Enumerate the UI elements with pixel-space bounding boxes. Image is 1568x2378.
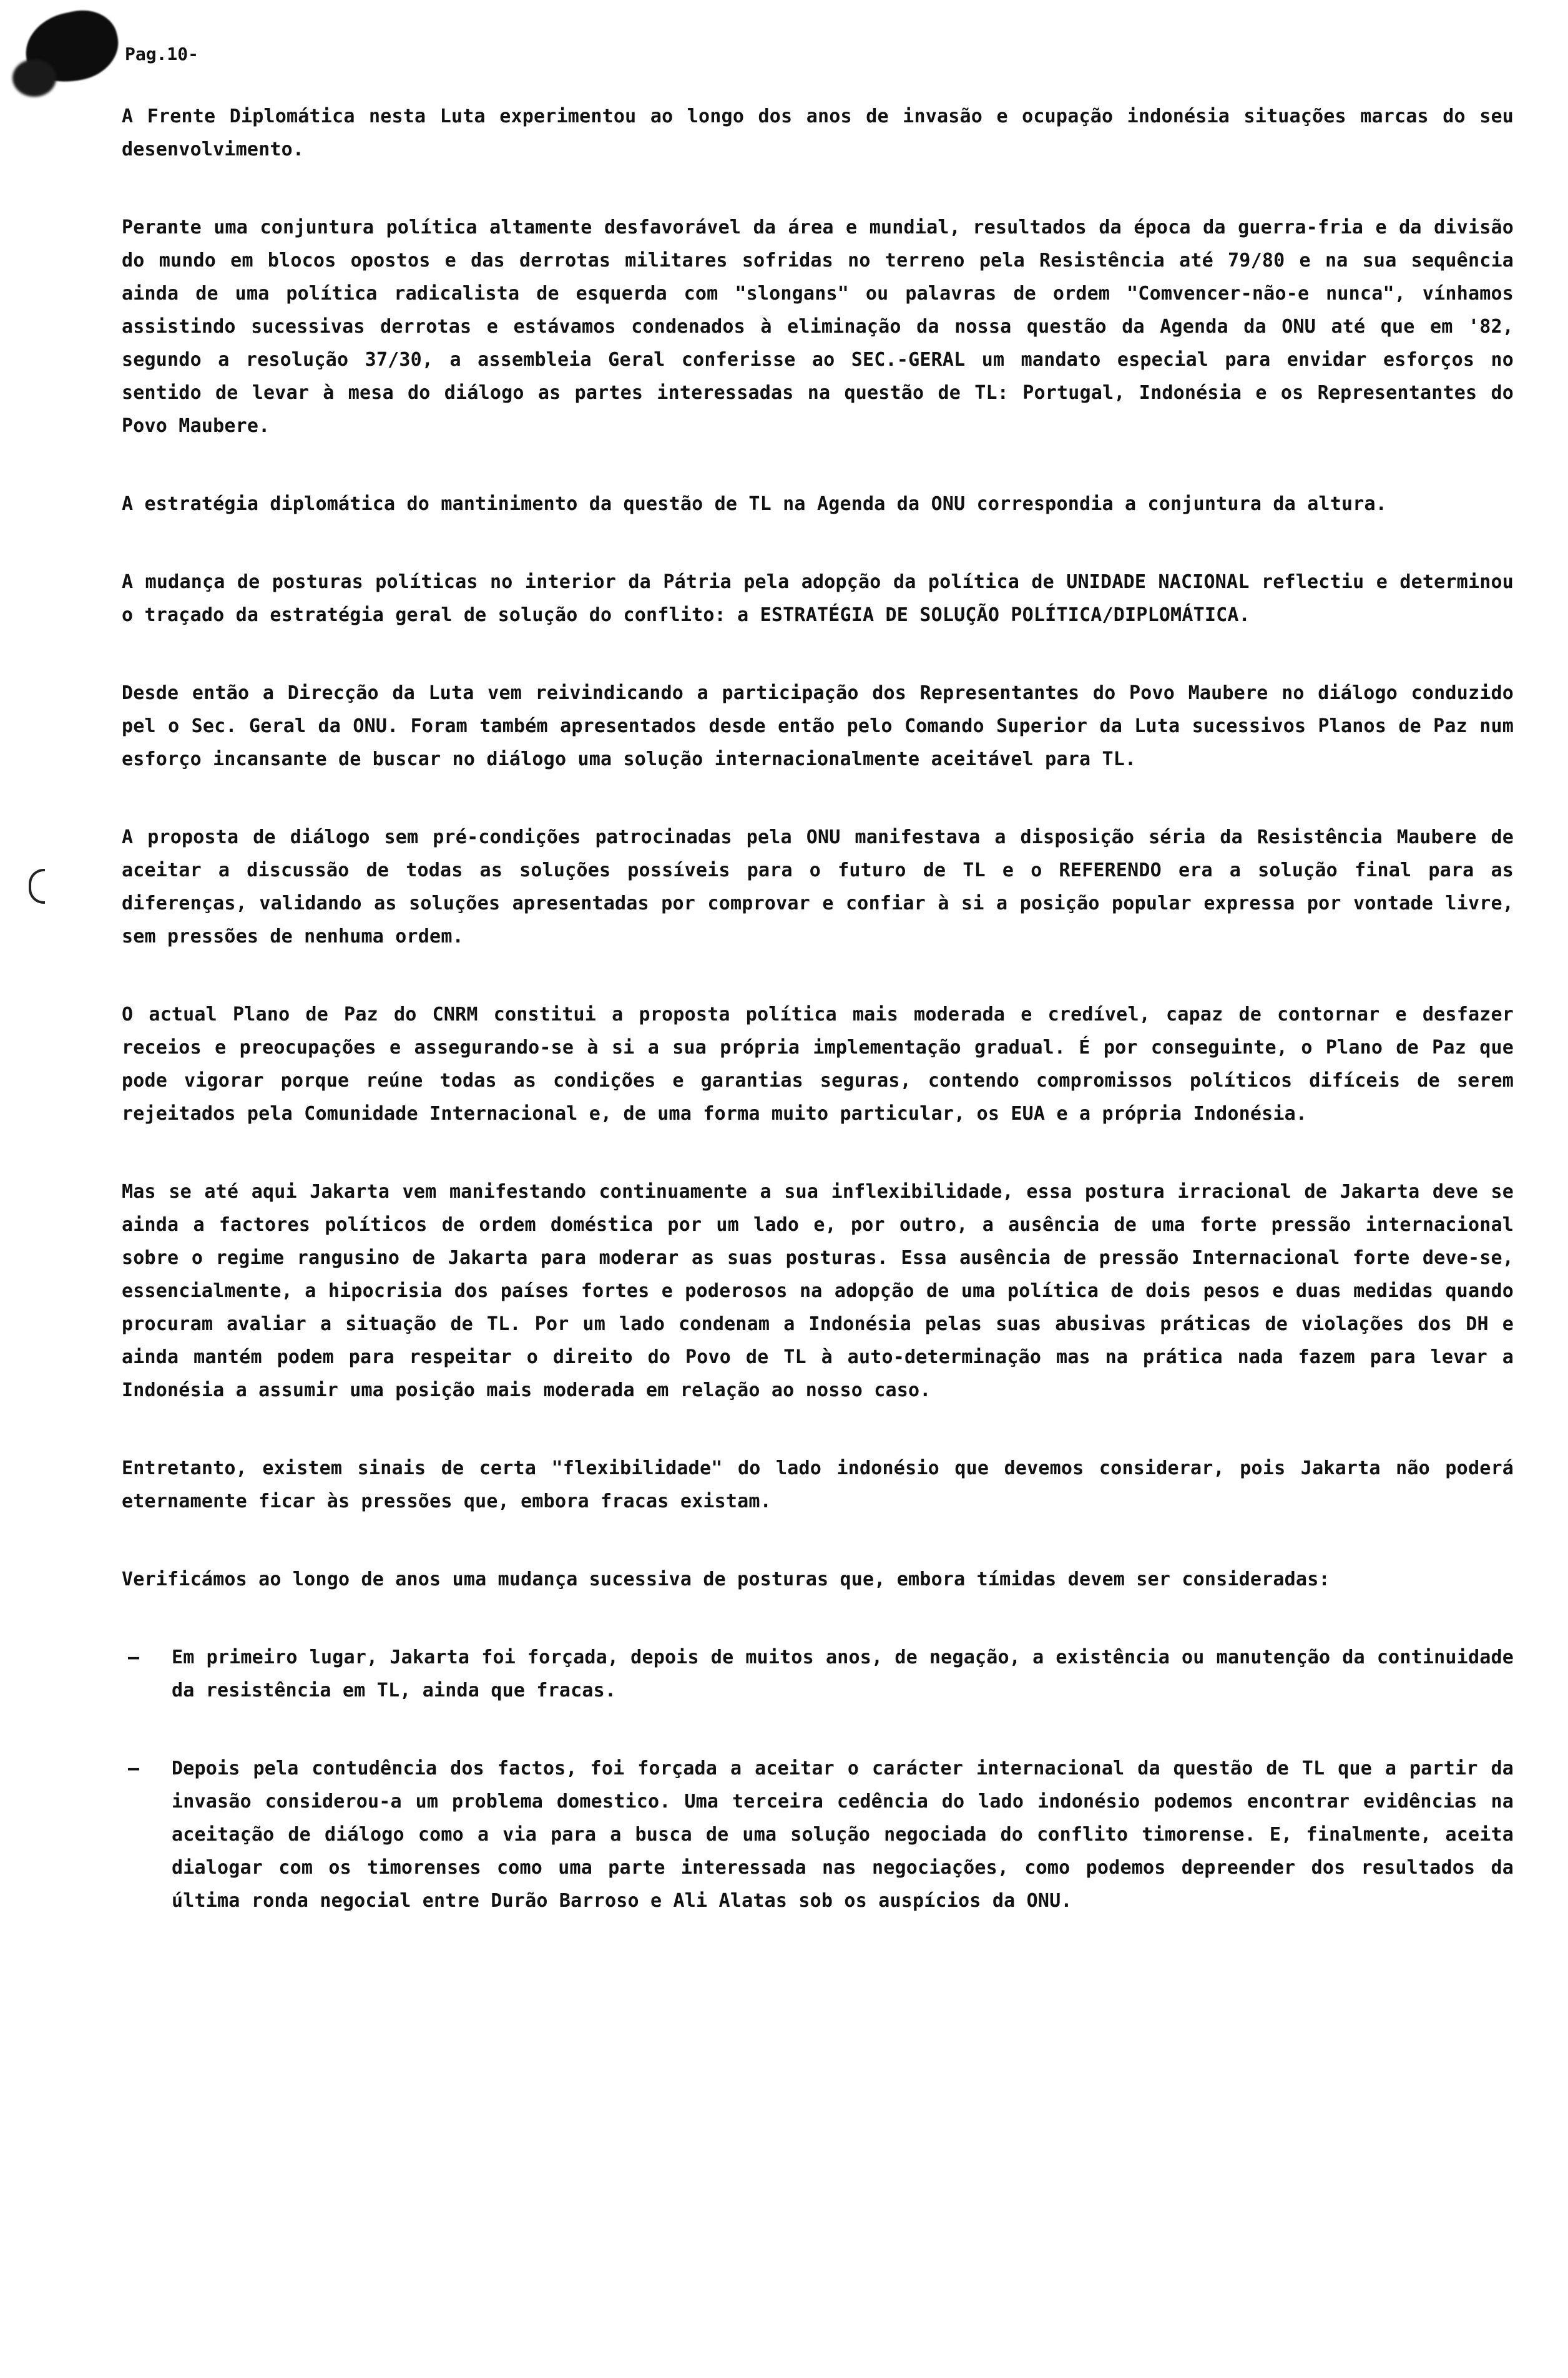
paragraph: A mudança de posturas políticas no interior da Pátria pela adopção da política de UNIDADE NACIONAL reflectiu e determinou o traçado da estratégia geral de solução do conflito: a ESTRATÉGIA DE SOLUÇÃO POLÍTICA/DIPLOMÁTICA. bbox=[122, 571, 1514, 626]
paragraph: Entretanto, existem sinais de certa "flexibilidade" do lado indonésio que devemos considerar, pois Jakarta não poderá eternamente ficar às pressões que, embora fracas existam. bbox=[122, 1457, 1514, 1512]
paragraph: O actual Plano de Paz do CNRM constitui a proposta política mais moderada e credível, capaz de contornar e desfazer receios e preocupações e assegurando-se à si a sua própria implementação gradual. É por conseguinte, o Plano de Paz que pode vigorar porque reúne todas as condições e garantias seguras, contendo compromissos políticos difíceis de serem rejeitados pela Comunidade Internacional e, de uma forma muito particular, os EUA e a própria Indonésia. bbox=[122, 1004, 1514, 1125]
paragraph: Verificámos ao longo de anos uma mudança sucessiva de posturas que, embora tímidas devem ser consideradas: bbox=[122, 1568, 1330, 1590]
paragraph: Mas se até aqui Jakarta vem manifestando continuamente a sua inflexibilidade, essa postura irracional de Jakarta deve se ainda a factores políticos de ordem doméstica por um lado e, por outro, a ausência de uma forte pressão internacional sobre o regime rangusino de Jakarta para moderar as suas posturas. Essa ausência de pressão Internacional forte deve-se, essencialmente, a hipocrisia dos países fortes e poderosos na adopção de uma política de dois pesos e duas medidas quando procuram avaliar a situação de TL. Por um lado condenam a Indonésia pelas suas abusivas práticas de violações dos DH e ainda mantém podem para respeitar o direito do Povo de TL à auto-determinação mas na prática nada fazem para levar a Indonésia a assumir uma posição mais moderada em relação ao nosso caso. bbox=[122, 1181, 1514, 1401]
paragraph: Desde então a Direcção da Luta vem reivindicando a participação dos Representantes do Povo Maubere no diálogo conduzido pel o Sec. Geral da ONU. Foram também apresentados desde então pelo Comando Superior da Luta sucessivos Planos de Paz num esforço incansante de buscar no diálogo uma solução internacionalmente aceitável para TL. bbox=[122, 682, 1514, 770]
ink-blot bbox=[12, 59, 56, 97]
paragraph: A estratégia diplomática do mantinimento da questão de TL na Agenda da ONU correspondia a conjuntura da altura. bbox=[122, 493, 1388, 515]
page-number: Pag.10- bbox=[125, 44, 199, 64]
list-item-text: Depois pela contudência dos factos, foi forçada a aceitar o carácter internacional da questão de TL que a partir da invasão considerou-a um problema domestico. Uma terceira cedência do lado indonésio podemos encontrar evidências na aceitação de diálogo como a via para a busca de uma solução negociada do conflito timorense. E, finalmente, aceita dialogar com os timorenses como uma parte interessada nas negociações, como podemos depreender dos resultados da última ronda negocial entre Durão Barroso e Ali Alatas sob os auspícios da ONU. bbox=[172, 1758, 1514, 1912]
list-item-text: Em primeiro lugar, Jakarta foi forçada, depois de muitos anos, de negação, a existência ou manutenção da continuidade da resistência em TL, ainda que fracas. bbox=[172, 1646, 1514, 1701]
list-dash: — bbox=[128, 1758, 140, 1779]
list-item bbox=[122, 1752, 1514, 1917]
paragraph: A proposta de diálogo sem pré-condições patrocinadas pela ONU manifestava a disposição séria da Resistência Maubere de aceitar a discussão de todas as soluções possíveis para o futuro de TL e o REFERENDO era a solução final para as diferenças, validando as soluções apresentadas por comprovar e confiar à si a posição popular expressa por vontade livre, sem pressões de nenhuma ordem. bbox=[122, 826, 1514, 947]
punch-hole-mark bbox=[29, 869, 45, 904]
paragraph: A Frente Diplomática nesta Luta experimentou ao longo dos anos de invasão e ocupação indonésia situações marcas do seu desenvolvimento. bbox=[122, 105, 1514, 160]
paragraph: Perante uma conjuntura política altamente desfavorável da área e mundial, resultados da época da guerra-fria e da divisão do mundo em blocos opostos e das derrotas militares sofridas no terreno pela Resistência até 79/80 e na sua sequência ainda de uma política radicalista de esquerda com "slongans" ou palavras de ordem "Comvencer-não-e nunca", vínhamos assistindo sucessivas derrotas e estávamos condenados à eliminação da nossa questão da Agenda da ONU até que em '82, segundo a resolução 37/30, a assembleia Geral conferisse ao SEC.-GERAL um mandato especial para envidar esforços no sentido de levar à mesa do diálogo as partes interessadas na questão de TL: Portugal, Indonésia e os Representantes do Povo Maubere. bbox=[122, 217, 1514, 437]
document-body bbox=[122, 100, 1514, 1962]
list-item bbox=[122, 1641, 1514, 1707]
list-dash: — bbox=[128, 1646, 140, 1668]
